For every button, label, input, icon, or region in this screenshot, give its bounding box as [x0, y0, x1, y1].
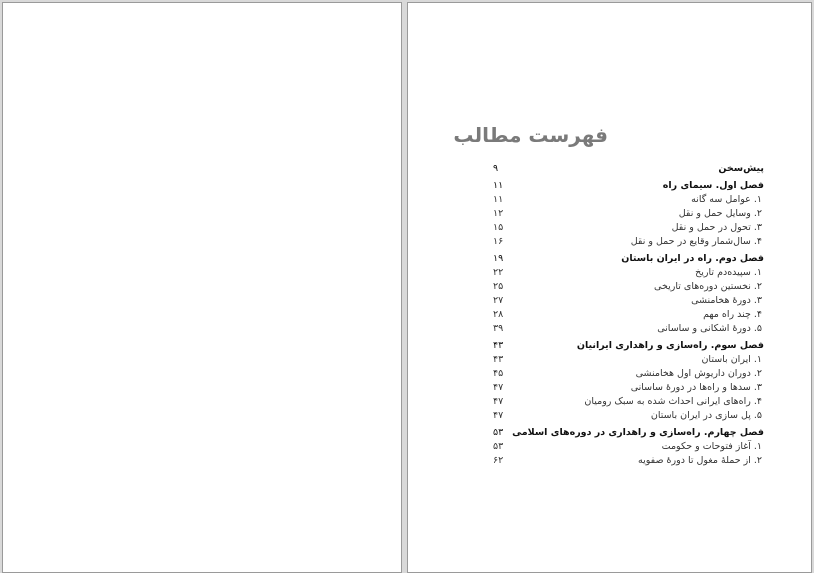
toc-entry-label: ۲. نخستین دوره‌های تاریخی: [654, 281, 762, 292]
toc-page-number: ۱۱: [493, 194, 504, 205]
toc-item-row: [493, 267, 764, 281]
toc-page-number: ۲۵: [493, 281, 504, 292]
toc-page-number: ۴۳: [493, 340, 504, 351]
toc-entry-label: فصل سوم. راه‌سازی و راهداری ایرانیان: [576, 340, 764, 351]
toc-page-number: ۶۲: [493, 455, 504, 466]
toc-item-row: [493, 382, 764, 396]
toc-chapter-row: [493, 427, 764, 441]
toc-page-number: ۵۳: [493, 427, 504, 438]
toc-page-number: ۴۷: [493, 410, 504, 421]
toc-entry-label: ۱. آغاز فتوحات و حکومت: [661, 441, 762, 452]
toc-page-number: ۲۲: [493, 267, 504, 278]
toc-entry-label: ۳. تحول در حمل و نقل: [671, 222, 762, 233]
toc-page-number: ۴۷: [493, 382, 504, 393]
toc-item-row: [493, 441, 764, 455]
toc-entry-label: ۵. دورهٔ اشکانی و ساسانی: [657, 323, 762, 334]
toc-chapter-row: [493, 163, 764, 177]
toc-page-number: ۲۸: [493, 309, 504, 320]
toc-page-number: ۴۳: [493, 354, 504, 365]
toc-page-number: ۳۹: [493, 323, 504, 334]
toc-item-row: [493, 281, 764, 295]
toc-entry-label: ۵. پل سازی در ایران باستان: [650, 410, 762, 421]
toc-item-row: [493, 295, 764, 309]
toc-page-number: ۴۷: [493, 396, 504, 407]
toc-entry-label: ۳. سدها و راه‌ها در دورهٔ ساسانی: [630, 382, 762, 393]
right-page: [407, 2, 812, 573]
toc-item-row: [493, 222, 764, 236]
toc-item-row: [493, 368, 764, 382]
toc-item-row: [493, 455, 764, 469]
toc-chapter-row: [493, 340, 764, 354]
table-of-contents: [493, 160, 764, 469]
toc-page-number: ۲۷: [493, 295, 504, 306]
toc-page-number: ۱۵: [493, 222, 504, 233]
toc-page-number: ۹: [493, 163, 499, 174]
toc-entry-label: ۴. چند راه مهم: [703, 309, 762, 320]
toc-page-number: ۱۲: [493, 208, 504, 219]
toc-item-row: [493, 194, 764, 208]
toc-chapter-row: [493, 180, 764, 194]
toc-entry-label: فصل اول. سیمای راه: [662, 180, 764, 191]
toc-entry-label: ۱. سپیده‌دم تاریخ: [695, 267, 762, 278]
toc-item-row: [493, 410, 764, 424]
toc-page-number: ۱۶: [493, 236, 504, 247]
toc-title: فهرست مطالب: [453, 123, 608, 147]
toc-item-row: [493, 396, 764, 410]
toc-entry-label: ۴. راه‌های ایرانی احداث شده به سبک رومیان: [584, 396, 762, 407]
left-page: [2, 2, 402, 573]
toc-entry-label: ۲. دوران داریوش اول هخامنشی: [635, 368, 762, 379]
toc-page-number: ۱۱: [493, 180, 504, 191]
toc-item-row: [493, 208, 764, 222]
toc-entry-label: فصل دوم. راه در ایران باستان: [621, 253, 764, 264]
toc-entry-label: ۲. از حملهٔ مغول تا دورهٔ صفویه: [638, 455, 762, 466]
toc-entry-label: ۴. سال‌شمار وقایع در حمل و نقل: [630, 236, 762, 247]
toc-item-row: [493, 323, 764, 337]
toc-entry-label: ۱. عوامل سه گانه: [691, 194, 762, 205]
toc-item-row: [493, 309, 764, 323]
toc-item-row: [493, 236, 764, 250]
toc-page-number: ۵۳: [493, 441, 504, 452]
toc-page-number: ۱۹: [493, 253, 504, 264]
toc-page-number: ۴۵: [493, 368, 504, 379]
toc-entry-label: ۲. وسایل حمل و نقل: [678, 208, 762, 219]
toc-entry-label: ۳. دورهٔ هخامنشی: [691, 295, 762, 306]
toc-entry-label: پیش‌سخن: [718, 163, 764, 174]
toc-chapter-row: [493, 253, 764, 267]
toc-entry-label: فصل چهارم. راه‌سازی و راهداری در دوره‌های اسلامی: [512, 427, 764, 438]
toc-entry-label: ۱. ایران باستان: [701, 354, 762, 365]
toc-item-row: [493, 354, 764, 368]
